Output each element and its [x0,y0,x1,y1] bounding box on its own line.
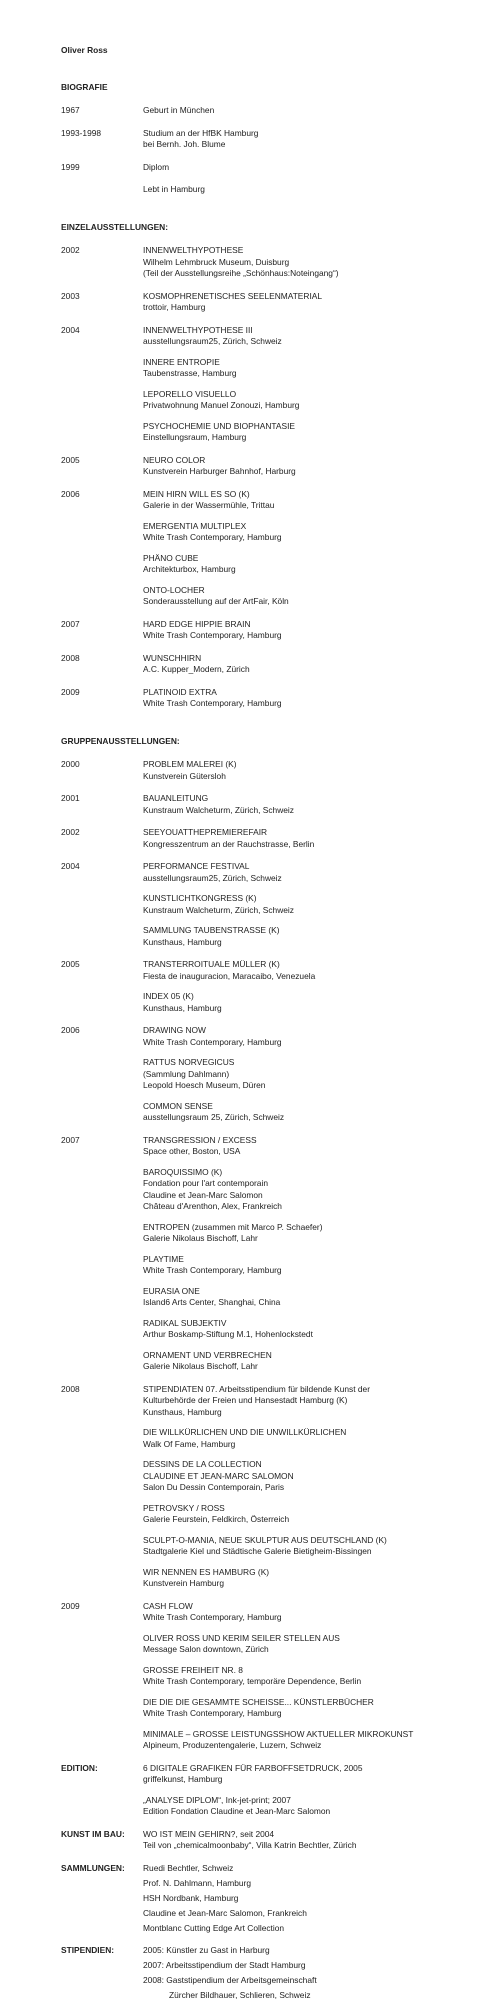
cv-entry [143,687,471,710]
entry-title: SAMMLUNG TAUBENSTRASSE (K) [143,925,280,935]
cv-entry [143,1318,471,1341]
year-label: 2009 [61,1600,80,1611]
row-entries [143,489,471,608]
entry-title: KOSMOPHRENETISCHES SEELENMATERIAL [143,290,323,301]
stipendien-list [143,1945,471,2002]
entry-detail: Privatwohnung Manuel Zonouzi, Hamburg [143,400,300,410]
entry-title: STIPENDIATEN 07. Arbeitsstipendium für bildende Kunst der [143,1383,371,1394]
entry-title: PLATINOID EXTRA [143,686,217,697]
entry-title: NEURO COLOR [143,454,206,465]
cv-entry [143,759,471,782]
cv-row [61,653,471,676]
entry-detail: (Sammlung Dahlmann) [143,1068,230,1079]
cv-entry [143,893,471,916]
entry-title: Studium an der HfBK Hamburg [143,127,259,138]
entry-title: PSYCHOCHEMIE UND BIOPHANTASIE [143,420,296,431]
cv-row [61,827,471,850]
year-label: 2008 [61,652,80,663]
entry-detail: Galerie Feurstein, Feldkirch, Österreich [143,1514,290,1524]
kunst-im-bau-entries [143,1829,471,1852]
cv-row [61,128,471,151]
entry-detail: Kongresszentrum an der Rauchstrasse, Berlin [143,838,315,849]
entry-detail: Sonderausstellung auf der ArtFair, Köln [143,596,289,606]
cv-entry [143,1427,471,1450]
entry-title: ONTO-LOCHER [143,584,205,595]
entry-detail: Kunsthaus, Hamburg [143,1406,222,1417]
year-label: 2009 [61,686,80,697]
entry-title: TRANSTERROITUALE MÜLLER (K) [143,959,280,969]
entry-title: Lebt in Hamburg [143,184,205,194]
cv-row [61,1135,471,1373]
entry-title: DRAWING NOW [143,1025,206,1035]
cv-row [61,793,471,816]
cv-row [61,291,471,314]
row-entries [143,1384,471,1590]
row-entries [143,793,471,816]
entry-detail: Kunsthaus, Hamburg [143,936,222,947]
cv-entry [143,105,471,117]
entry-title: OLIVER ROSS UND KERIM SEILER STELLEN AUS [143,1632,340,1643]
entry-detail: Einstellungsraum, Hamburg [143,432,247,442]
entry-title: ENTROPEN (zusammen mit Marco P. Schaefer) [143,1221,323,1232]
entry-title: CASH FLOW [143,1600,193,1611]
entry-detail: (Teil der Ausstellungsreihe „Schönhaus:Noteingang“) [143,268,339,278]
entry-detail: White Trash Contemporary, Hamburg [143,532,282,542]
entry-detail: Galerie Nikolaus Bischoff, Lahr [143,1233,258,1243]
section-stipendien [61,1945,471,2002]
year-label: 2004 [61,324,80,335]
entry-title: LEPORELLO VISUELLO [143,388,237,399]
entry-detail: White Trash Contemporary, Hamburg [143,1708,282,1718]
entry-title: MEIN HIRN WILL ES SO (K) [143,488,250,499]
cv-entry [143,1567,471,1590]
cv-entry [143,619,471,642]
year-label: 2006 [61,1025,80,1035]
entry-detail: Arthur Boskamp-Stiftung M.1, Hohenlockstedt [143,1329,313,1339]
entry-title: INNENWELTHYPOTHESE III [143,324,253,335]
entry-detail: Walk Of Fame, Hamburg [143,1438,236,1449]
cv-entry [143,991,471,1014]
cv-entry [143,1222,471,1245]
entry-title: EURASIA ONE [143,1285,200,1296]
section-edition [61,1763,471,1818]
entry-detail: Leopold Hoesch Museum, Düren [143,1080,266,1090]
cv-entry [143,421,471,444]
entry-title: COMMON SENSE [143,1100,213,1111]
year-label: 2005 [61,959,80,969]
entry-detail: Edition Fondation Claudine et Jean-Marc Salomon [143,1806,331,1816]
year-label: 2006 [61,488,80,499]
entry-title: HARD EDGE HIPPIE BRAIN [143,618,251,629]
entry-detail: Château d'Arenthon, Alex, Frankreich [143,1201,282,1211]
cv-entry [143,653,471,676]
cv-entry [143,1535,471,1558]
cv-entry [143,1350,471,1373]
cv-row [61,325,471,444]
cv-entry [143,1135,471,1158]
entry-detail: Alpineum, Produzentengalerie, Luzern, Schweiz [143,1740,322,1750]
list-item: Prof. N. Dahlmann, Hamburg [143,1877,251,1888]
entry-title: Geburt in München [143,105,215,115]
entry-detail: ausstellungsraum25, Zürich, Schweiz [143,336,282,346]
entry-detail: Teil von „chemicalmoonbaby“, Villa Katrin Bechtler, Zürich [143,1840,357,1850]
cv-entry [143,1633,471,1656]
cv-entry [143,861,471,884]
entry-detail: Stadtgalerie Kiel und Städtische Galerie Bietigheim-Bissingen [143,1546,372,1556]
cv-row [61,959,471,1014]
cv-row [61,759,471,782]
row-entries [143,861,471,948]
list-item: Claudine et Jean-Marc Salomon, Frankreich [143,1907,307,1918]
entry-title: RADIKAL SUBJEKTIV [143,1317,227,1328]
list-item: HSH Nordbank, Hamburg [143,1892,239,1903]
year-label: 2002 [61,827,80,837]
cv-row [61,1025,471,1124]
entry-detail: Kunstverein Gütersloh [143,770,226,781]
row-entries [143,653,471,676]
cv-entry [143,827,471,850]
year-label: 2007 [61,1134,80,1145]
row-entries [143,1135,471,1373]
entry-detail: Kunstverein Harburger Bahnhof, Harburg [143,466,296,476]
year-label [61,184,143,196]
entry-title: KUNSTLICHTKONGRESS (K) [143,893,257,903]
cv-entry [143,1025,471,1048]
section-heading-kunst-im-bau: KUNST IM BAU: [61,1828,125,1839]
entry-title: ORNAMENT UND VERBRECHEN [143,1349,272,1360]
entry-detail: White Trash Contemporary, Hamburg [143,1036,282,1047]
edition-entries [143,1763,471,1818]
year-label: 2008 [61,1383,80,1394]
entry-detail: Kunstverein Hamburg [143,1578,224,1588]
entry-detail: Kunstraum Walcheturm, Zürich, Schweiz [143,904,294,915]
row-entries [143,619,471,642]
row-entries [143,184,471,196]
cv-entry [143,291,471,314]
entry-title: WUNSCHHIRN [143,652,202,663]
section-heading-einzelausstellungen: EINZELAUSSTELLUNGEN: [61,221,169,232]
row-entries [143,1025,471,1124]
entry-title: SEEYOUATTHEPREMIEREFAIR [143,827,268,837]
entry-title: BAROQUISSIMO (K) [143,1166,223,1177]
section-heading-biografie: BIOGRAFIE [61,81,108,92]
year-label: 1999 [61,161,80,172]
section-sammlungen [61,1863,471,1935]
row-entries [143,959,471,1014]
cv-row [61,1601,471,1752]
entry-detail: Space other, Boston, USA [143,1146,241,1156]
entry-detail: Claudine et Jean-Marc Salomon [143,1189,263,1200]
entry-detail: ausstellungsraum25, Zürich, Schweiz [143,872,282,883]
cv-entry [143,1729,471,1752]
section-heading-gruppenausstellungen: GRUPPENAUSSTELLUNGEN: [61,735,180,746]
row-entries [143,827,471,850]
entry-detail: Kunstraum Walcheturm, Zürich, Schweiz [143,804,294,815]
einzel-rows [61,245,471,710]
cv-entry [143,1829,471,1852]
cv-entry [143,1697,471,1720]
entry-detail: bei Bernh. Joh. Blume [143,139,226,149]
entry-title: BAUANLEITUNG [143,793,209,803]
entry-detail: ausstellungsraum 25, Zürich, Schweiz [143,1112,285,1122]
entry-detail: Island6 Arts Center, Shanghai, China [143,1297,281,1307]
entry-title: PLAYTIME [143,1253,184,1264]
cv-row [61,1384,471,1590]
entry-detail: CLAUDINE ET JEAN-MARC SALOMON [143,1470,294,1481]
cv-entry [143,1795,471,1818]
cv-entry [143,389,471,412]
entry-detail: Wilhelm Lehmbruck Museum, Duisburg [143,256,290,267]
cv-row [61,105,471,117]
entry-title: MINIMALE – GROSSE LEISTUNGSSHOW AKTUELLER MIKROKUNST [143,1728,414,1739]
entry-title: PERFORMANCE FESTIVAL [143,861,250,871]
cv-entry [143,585,471,608]
cv-entry [143,1101,471,1124]
entry-title: DIE WILLKÜRLICHEN UND DIE UNWILLKÜRLICHEN [143,1427,347,1437]
cv-entry [143,489,471,512]
biografie-rows [61,105,471,196]
section-heading-edition: EDITION: [61,1762,98,1773]
year-label: 2005 [61,454,80,465]
entry-title: RATTUS NORVEGICUS [143,1057,235,1067]
row-entries [143,162,471,174]
year-label: 2001 [61,793,80,803]
cv-entry [143,1459,471,1494]
entry-title: Diplom [143,161,170,172]
list-item: Montblanc Cutting Edge Art Collection [143,1922,285,1933]
cv-row [61,619,471,642]
cv-entry [143,1503,471,1526]
row-entries [143,455,471,478]
cv-entry [143,357,471,380]
section-heading-stipendien: STIPENDIEN: [61,1945,115,1955]
cv-row [61,861,471,948]
cv-entry [143,1167,471,1213]
row-entries [143,759,471,782]
cv-entry [143,553,471,576]
row-entries [143,291,471,314]
entry-title: PETROVSKY / ROSS [143,1502,225,1513]
cv-entry [143,959,471,982]
entry-title: GROSSE FREIHEIT NR. 8 [143,1664,243,1675]
entry-detail: A.C. Kupper_Modern, Zürich [143,664,250,674]
entry-title: INDEX 05 (K) [143,991,194,1001]
entry-detail: Message Salon downtown, Zürich [143,1644,269,1654]
row-entries [143,687,471,710]
entry-detail: White Trash Contemporary, Hamburg [143,1612,282,1622]
section-biografie [61,82,471,196]
cv-entry [143,245,471,280]
cv-entry [143,1763,471,1786]
list-item: Ruedi Bechtler, Schweiz [143,1862,234,1873]
entry-detail: Fiesta de inauguracion, Maracaibo, Venezuela [143,970,316,981]
entry-title: WIR NENNEN ES HAMBURG (K) [143,1566,270,1577]
year-label: 2002 [61,245,80,255]
entry-detail: Salon Du Dessin Contemporain, Paris [143,1482,285,1492]
entry-title: DESSINS DE LA COLLECTION [143,1459,262,1469]
year-label: 2004 [61,861,80,871]
entry-title: 6 DIGITALE GRAFIKEN FÜR FARBOFFSETDRUCK, 2005 [143,1762,363,1773]
cv-row [61,184,471,196]
entry-detail: Kunsthaus, Hamburg [143,1002,222,1013]
entry-detail: Kulturbehörde der Freien und Hansestadt Hamburg (K) [143,1395,348,1405]
section-einzelausstellungen [61,222,471,710]
cv-entry [143,925,471,948]
entry-title: „ANALYSE DIPLOM“, Ink-jet-print; 2007 [143,1794,291,1805]
section-heading-sammlungen: SAMMLUNGEN: [61,1862,125,1873]
row-entries [143,128,471,151]
year-label: 2003 [61,290,80,301]
entry-title: EMERGENTIA MULTIPLEX [143,520,247,531]
cv-entry [143,1254,471,1277]
entry-title: TRANSGRESSION / EXCESS [143,1134,257,1145]
cv-row [61,687,471,710]
gruppen-rows [61,759,471,1752]
cv-row [61,162,471,174]
entry-detail: White Trash Contemporary, temporäre Dependence, Berlin [143,1676,362,1686]
cv-entry [143,521,471,544]
cv-entry [143,455,471,478]
sammlungen-list [143,1863,471,1935]
entry-detail: White Trash Contemporary, Hamburg [143,698,282,708]
year-label: 1967 [61,105,80,115]
cv-entry [143,162,471,174]
entry-title: PROBLEM MALEREI (K) [143,759,237,769]
cv-entry [143,1601,471,1624]
year-label: 2007 [61,618,80,629]
entry-detail: Fondation pour l'art contemporain [143,1178,268,1188]
entry-detail: Galerie in der Wassermühle, Trittau [143,500,275,510]
list-item-continuation: Zürcher Bildhauer, Schlieren, Schweiz [169,1990,311,2000]
year-label: 1993-1998 [61,127,102,138]
cv-entry [143,1384,471,1419]
entry-title: SCULPT-O-MANIA, NEUE SKULPTUR AUS DEUTSCHLAND (K) [143,1534,387,1545]
section-gruppenausstellungen [61,736,471,1752]
cv-entry [143,325,471,348]
list-item: 2007: Arbeitsstipendium der Stadt Hamburg [143,1960,306,1970]
artist-name: Oliver Ross [61,45,108,55]
entry-detail: griffelkunst, Hamburg [143,1774,223,1784]
list-item: 2005: Künstler zu Gast in Harburg [143,1945,270,1955]
entry-detail: Taubenstrasse, Hamburg [143,368,237,378]
entry-title: INNERE ENTROPIE [143,356,220,367]
cv-entry [143,184,471,196]
cv-entry [143,1057,471,1092]
entry-title: WO IST MEIN GEHIRN?, seit 2004 [143,1828,275,1839]
entry-detail: White Trash Contemporary, Hamburg [143,1265,282,1275]
row-entries [143,325,471,444]
entry-title: PHÄNO CUBE [143,552,199,563]
entry-title: DIE DIE DIE GESAMMTE SCHEISSE... KÜNSTLERBÜCHER [143,1696,374,1707]
cv-row [61,489,471,608]
entry-detail: Galerie Nikolaus Bischoff, Lahr [143,1361,258,1371]
list-item: 2008: Gaststipendium der Arbeitsgemeinschaft [143,1975,317,1985]
cv-entry [143,1286,471,1309]
cv-row [61,455,471,478]
cv-entry [143,793,471,816]
entry-detail: Architekturbox, Hamburg [143,564,236,574]
cv-entry [143,128,471,151]
row-entries [143,105,471,117]
cv-row [61,245,471,280]
row-entries [143,245,471,280]
entry-title: INNENWELTHYPOTHESE [143,245,244,255]
section-kunst-im-bau [61,1829,471,1852]
row-entries [143,1601,471,1752]
entry-detail: White Trash Contemporary, Hamburg [143,630,282,640]
cv-entry [143,1665,471,1688]
entry-detail: trottoir, Hamburg [143,302,206,312]
year-label: 2000 [61,759,80,769]
